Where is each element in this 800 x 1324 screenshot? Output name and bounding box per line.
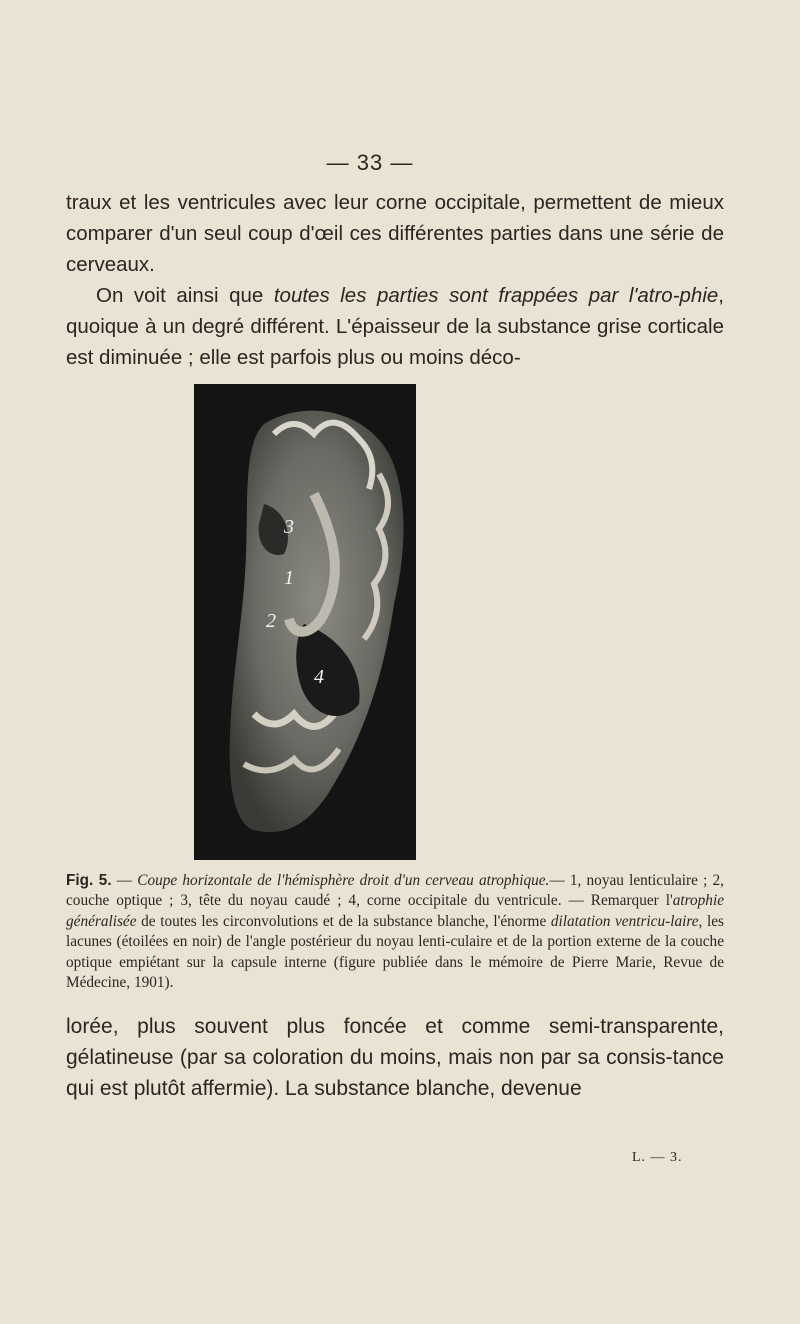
paragraph-bottom-text: lorée, plus souvent plus foncée et comme semi-transparente, gélatineuse (par sa coloration du moins, mais non par sa consis-tance qui est plutôt affermie). La substance blanche, devenue	[66, 1015, 724, 1100]
text-span: de toutes les circonvolutions et de la substance blanche, l'énorme	[136, 912, 551, 930]
figure-label-4: 4	[314, 666, 324, 688]
caption-figure-number: Fig. 5.	[66, 872, 112, 889]
italic-phrase: atrophie généralisée	[66, 892, 724, 930]
page-number: — 33 —	[326, 150, 414, 175]
figure-label-3: 3	[284, 516, 294, 538]
text-span: On voit ainsi que	[96, 284, 274, 307]
paragraph-top-line-2	[66, 280, 724, 373]
figure-label-1: 1	[284, 567, 294, 589]
figure-label-2: 2	[266, 610, 276, 632]
text-span: , quoique à un degré différent. L'épaisseur de la substance grise corticale est diminuée ; elle est parfois plus ou moins déco-	[66, 284, 724, 369]
brain-section-photo	[194, 384, 416, 860]
italic-phrase: dilatation ventricu-laire	[550, 912, 699, 930]
text-span: —	[111, 872, 138, 889]
paragraph-top	[66, 187, 724, 373]
caption-title: Coupe horizontale de l'hémisphère droit d'un cerveau atrophique.	[137, 872, 550, 889]
paragraph-bottom	[66, 1011, 724, 1104]
brain-section-illustration	[194, 384, 416, 860]
text-span: — 1, noyau lenticulaire ; 2, couche optique ; 3, tête du noyau caudé ; 4, corne occipitale du ventricule. — Remarquer l'	[66, 872, 725, 910]
text-span: , les lacunes (étoilées en noir) de l'angle postérieur du noyau lenti-culaire et de la portion externe de la couche optique empiétant sur la capsule interne (figure publiée dans le mémoire de Pierre Marie, Revue de Médecine, 1901).	[66, 912, 724, 992]
signature-mark: L. — 3.	[632, 1150, 683, 1165]
figure-caption	[66, 871, 724, 993]
paragraph-top-line-1: traux et les ventricules avec leur corne occipitale, permettent de mieux comparer d'un seul coup d'œil ces différentes parties dans une série de cerveaux.	[66, 191, 724, 276]
italic-phrase: toutes les parties sont frappées par l'atro-phie	[273, 284, 719, 307]
